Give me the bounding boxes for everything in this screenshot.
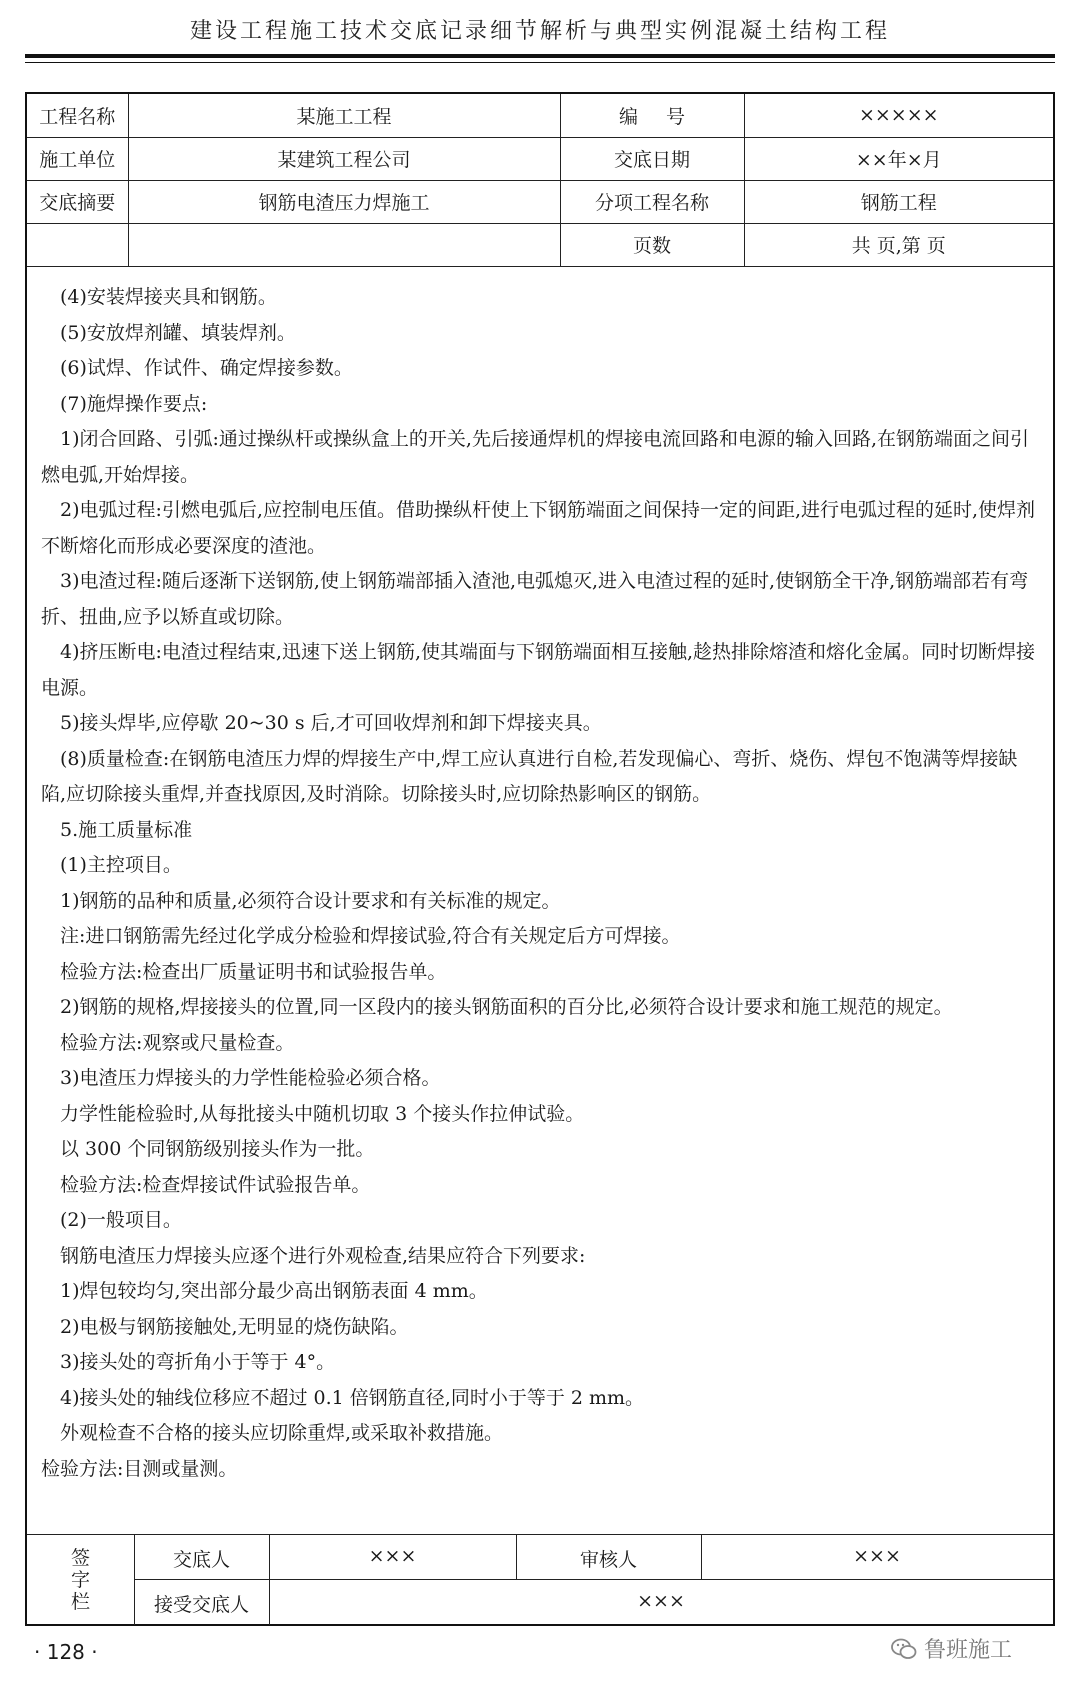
content-line: 2)电弧过程:引燃电弧后,应控制电压值。借助操纵杆使上下钢筋端面之间保持一定的间距,进行电弧过程的延时,使焊剂不断熔化而形成必要深度的渣池。 xyxy=(41,499,1036,557)
table-row xyxy=(27,137,1053,180)
handover-record-form xyxy=(25,92,1055,1626)
signature-section xyxy=(27,1534,1053,1625)
summary-value: 钢筋电渣压力焊施工 xyxy=(128,180,560,223)
content-line: 1)闭合回路、引弧:通过操纵杆或操纵盒上的开关,先后接通焊机的焊接电流回路和电源的输入回路,在钢筋端面之间引燃电弧,开始焊接。 xyxy=(41,428,1029,486)
reviewer-value: ××× xyxy=(853,1545,901,1567)
subproject-label: 分项工程名称 xyxy=(560,180,744,223)
signature-char: 栏 xyxy=(70,1591,90,1613)
content-line: 检验方法:目测或量测。 xyxy=(41,1457,238,1480)
table-row xyxy=(27,180,1053,223)
summary-label: 交底摘要 xyxy=(27,180,128,223)
header-rule-thin xyxy=(25,62,1055,63)
empty-cell xyxy=(27,223,128,266)
receiver-value: ××× xyxy=(637,1590,685,1612)
pages-label: 页数 xyxy=(560,223,744,266)
reviewer-label: 审核人 xyxy=(579,1549,637,1571)
watermark xyxy=(890,1633,1012,1664)
book-header-title: 建设工程施工技术交底记录细节解析与典型实例混凝土结构工程 xyxy=(189,19,890,44)
content-line: 注:进口钢筋需先经过化学成分检验和焊接试验,符合有关规定后方可焊接。 xyxy=(60,925,681,947)
signature-column-label xyxy=(27,1535,134,1625)
project-name-label: 工程名称 xyxy=(27,94,128,137)
content-line: 5.施工质量标准 xyxy=(60,818,193,841)
number-value: ××××× xyxy=(744,94,1053,137)
signature-char: 字 xyxy=(70,1569,90,1591)
content-line: 外观检查不合格的接头应切除重焊,或采取补救措施。 xyxy=(60,1422,504,1444)
date-value: ××年×月 xyxy=(744,137,1053,180)
content-line: (1)主控项目。 xyxy=(60,854,182,876)
content-line: (8)质量检查:在钢筋电渣压力焊的焊接生产中,焊工应认真进行自检,若发现偏心、弯折、烧伤、焊包不饱满等焊接缺陷,应切除接头重焊,并查找原因,及时消除。切除接头时,应切除热影响区的钢筋。 xyxy=(41,747,1018,805)
content-line: 1)焊包较均匀,突出部分最少高出钢筋表面 4 mm。 xyxy=(60,1280,488,1302)
page-number: · 128 · xyxy=(34,1640,98,1664)
content-line: 3)电渣过程:随后逐渐下送钢筋,使上钢筋端部插入渣池,电弧熄灭,进入电渣过程的延时,使钢筋全干净,钢筋端部若有弯折、扭曲,应予以矫直或切除。 xyxy=(41,570,1029,628)
watermark-text: 鲁班施工 xyxy=(924,1638,1013,1663)
content-line: 5)接头焊毕,应停歇 20~30 s 后,才可回收焊剂和卸下焊接夹具。 xyxy=(60,712,602,734)
grid-line xyxy=(134,1579,1053,1580)
content-line: (2)一般项目。 xyxy=(60,1209,182,1231)
content-line: 2)电极与钢筋接触处,无明显的烧伤缺陷。 xyxy=(60,1315,409,1338)
content-line: 1)钢筋的品种和质量,必须符合设计要求和有关标准的规定。 xyxy=(60,889,561,912)
content-line: 钢筋电渣压力焊接头应逐个进行外观检查,结果应符合下列要求: xyxy=(60,1244,586,1267)
content-line: 检验方法:检查出厂质量证明书和试验报告单。 xyxy=(60,960,447,983)
project-info-table xyxy=(27,94,1053,267)
content-line: 以 300 个同钢筋级别接头作为一批。 xyxy=(60,1138,375,1160)
receiver-label: 接受交底人 xyxy=(153,1594,249,1616)
content-line: 力学性能检验时,从每批接头中随机切取 3 个接头作拉伸试验。 xyxy=(60,1102,585,1125)
date-label: 交底日期 xyxy=(560,137,744,180)
table-row xyxy=(27,94,1053,137)
content-line: 检验方法:检查焊接试件试验报告单。 xyxy=(60,1173,371,1196)
content-line: (7)施焊操作要点: xyxy=(60,392,208,415)
pages-value: 共 页,第 页 xyxy=(744,223,1053,266)
handover-content xyxy=(27,272,1053,1628)
content-line: 3)电渣压力焊接头的力学性能检验必须合格。 xyxy=(60,1067,441,1089)
content-line: 3)接头处的弯折角小于等于 4°。 xyxy=(60,1351,336,1373)
content-line: (5)安放焊剂罐、填装焊剂。 xyxy=(60,321,296,344)
contractor-label: 施工单位 xyxy=(27,137,128,180)
content-line: (4)安装焊接夹具和钢筋。 xyxy=(60,286,277,308)
project-name-value: 某施工工程 xyxy=(128,94,560,137)
empty-cell xyxy=(128,223,560,266)
wechat-logo-icon xyxy=(890,1637,918,1661)
presenter-value: ××× xyxy=(368,1545,417,1567)
contractor-value: 某建筑工程公司 xyxy=(128,137,560,180)
number-label: 编号 xyxy=(560,94,744,137)
header-rule-thick xyxy=(25,54,1055,58)
content-line: (6)试焊、作试件、确定焊接参数。 xyxy=(60,357,353,379)
signature-char: 签 xyxy=(70,1547,90,1569)
content-line: 4)接头处的轴线位移应不超过 0.1 倍钢筋直径,同时小于等于 2 mm。 xyxy=(60,1386,645,1409)
content-line: 检验方法:观察或尺量检查。 xyxy=(60,1031,295,1054)
subproject-value: 钢筋工程 xyxy=(744,180,1053,223)
table-row xyxy=(27,223,1053,266)
presenter-label: 交底人 xyxy=(172,1549,230,1571)
content-line: 2)钢筋的规格,焊接接头的位置,同一区段内的接头钢筋面积的百分比,必须符合设计要求和施工规范的规定。 xyxy=(60,996,953,1018)
content-line: 4)挤压断电:电渣过程结束,迅速下送上钢筋,使其端面与下钢筋端面相互接触,趁热排除熔渣和熔化金属。同时切断焊接电源。 xyxy=(41,641,1036,699)
